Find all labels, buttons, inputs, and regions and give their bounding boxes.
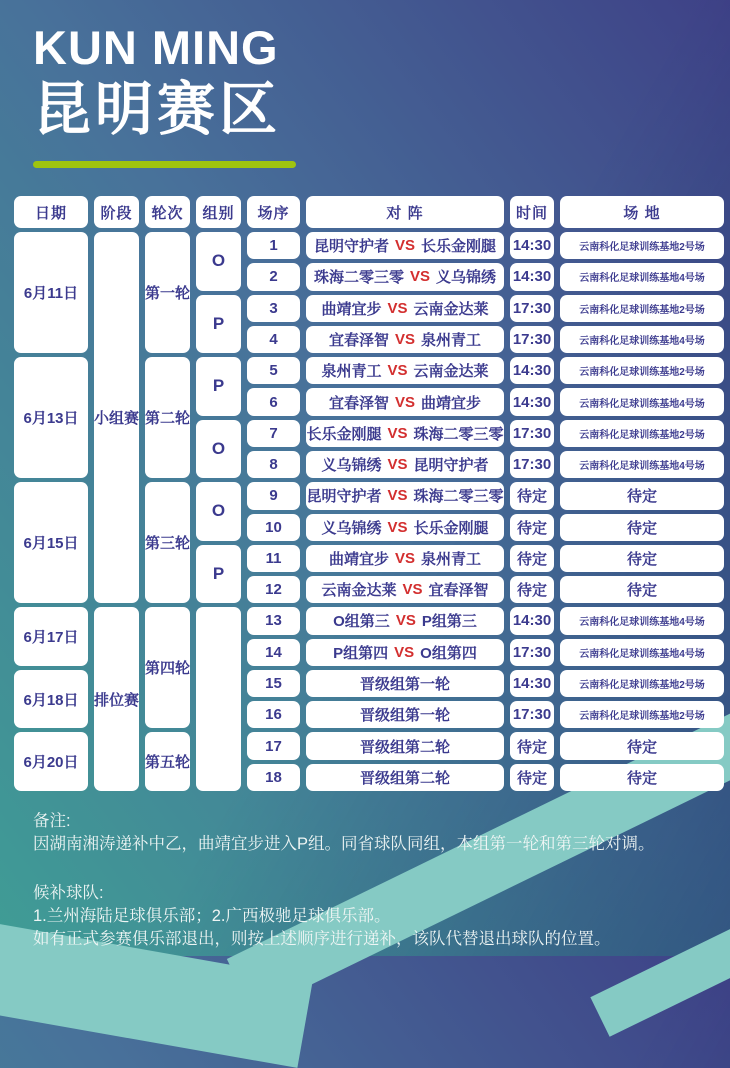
time-cell: 待定 <box>510 545 554 572</box>
venue-cell: 云南科化足球训练基地4号场 <box>560 607 724 634</box>
time-cell: 待定 <box>510 732 554 759</box>
column-header-6: 时间 <box>510 196 554 228</box>
away-team: 宜春泽智 <box>428 582 489 600</box>
date-cell: 6月15日 <box>14 482 88 603</box>
matchup-cell <box>306 295 504 322</box>
vs-label: VS <box>395 612 416 630</box>
time-cell: 17:30 <box>510 639 554 666</box>
home-team: 昆明守护者 <box>306 488 382 506</box>
time-cell: 待定 <box>510 576 554 603</box>
away-team: 义乌锦绣 <box>436 269 497 287</box>
venue-cell: 待定 <box>560 732 724 759</box>
away-team: 泉州青工 <box>421 550 482 568</box>
date-cell: 6月11日 <box>14 232 88 353</box>
title-zh: 昆明赛区 <box>33 76 282 142</box>
matchup-cell <box>306 639 504 666</box>
match-number-cell: 6 <box>247 388 300 415</box>
stage-cell: 小组赛 <box>94 232 139 603</box>
venue-cell: 云南科化足球训练基地4号场 <box>560 263 724 290</box>
away-team: 长乐金刚腿 <box>413 519 489 537</box>
home-team: 晋级组第二轮 <box>359 738 450 756</box>
title-underline <box>33 161 296 168</box>
home-team: O组第三 <box>333 613 390 631</box>
vs-label: VS <box>409 268 430 286</box>
away-team: 珠海二零三零 <box>413 425 504 443</box>
time-cell: 17:30 <box>510 451 554 478</box>
matchup-cell <box>306 232 504 259</box>
match-number-cell: 15 <box>247 670 300 697</box>
column-header-7: 场 地 <box>560 196 724 228</box>
masthead <box>33 22 281 144</box>
match-number-cell: 10 <box>247 514 300 541</box>
round-cell: 第一轮 <box>145 232 190 353</box>
time-cell: 14:30 <box>510 357 554 384</box>
matchup-cell <box>306 514 504 541</box>
time-cell: 14:30 <box>510 388 554 415</box>
home-team: 昆明守护者 <box>313 238 389 256</box>
vs-label: VS <box>394 330 415 348</box>
matchup-cell <box>306 576 504 603</box>
home-team: 宜春泽智 <box>328 394 389 412</box>
date-cell: 6月13日 <box>14 357 88 478</box>
group-cell: O <box>196 482 241 541</box>
match-number-cell: 3 <box>247 295 300 322</box>
date-cell: 6月20日 <box>14 732 88 791</box>
matchup-cell <box>306 326 504 353</box>
vs-label: VS <box>394 393 415 411</box>
remark-block <box>33 810 705 856</box>
remark-title: 备注: <box>33 812 71 830</box>
home-team: 晋级组第二轮 <box>359 769 450 787</box>
round-cell: 第三轮 <box>145 482 190 603</box>
match-number-cell: 5 <box>247 357 300 384</box>
bench-line1: 1.兰州海陆足球俱乐部；2.广西极驰足球俱乐部。 <box>33 907 391 925</box>
matchup-cell <box>306 670 504 697</box>
match-number-cell: 2 <box>247 263 300 290</box>
matchup-cell <box>306 732 504 759</box>
venue-cell: 云南科化足球训练基地4号场 <box>560 326 724 353</box>
column-header-2: 轮次 <box>145 196 190 228</box>
time-cell: 待定 <box>510 514 554 541</box>
home-team: 珠海二零三零 <box>313 269 404 287</box>
away-team: 云南金达莱 <box>413 300 489 318</box>
matchup-cell <box>306 764 504 791</box>
time-cell: 17:30 <box>510 326 554 353</box>
notes <box>33 810 705 951</box>
venue-cell: 云南科化足球训练基地4号场 <box>560 451 724 478</box>
vs-label: VS <box>387 299 408 317</box>
time-cell: 17:30 <box>510 701 554 728</box>
vs-label: VS <box>387 487 408 505</box>
bench-block <box>33 882 705 951</box>
venue-cell: 云南科化足球训练基地2号场 <box>560 357 724 384</box>
vs-label: VS <box>394 643 415 661</box>
away-team: 昆明守护者 <box>413 457 489 475</box>
home-team: 泉州青工 <box>321 363 382 381</box>
venue-cell: 待定 <box>560 514 724 541</box>
stage-cell: 排位赛 <box>94 607 139 791</box>
matchup-cell <box>306 607 504 634</box>
group-cell: O <box>196 420 241 479</box>
round-cell: 第五轮 <box>145 732 190 791</box>
away-team: 云南金达莱 <box>413 363 489 381</box>
home-team: P组第四 <box>333 644 389 662</box>
column-header-1: 阶段 <box>94 196 139 228</box>
match-number-cell: 1 <box>247 232 300 259</box>
bench-title: 候补球队: <box>33 884 104 902</box>
away-team: 珠海二零三零 <box>413 488 504 506</box>
away-team: 曲靖宜步 <box>421 394 482 412</box>
matchup-cell <box>306 420 504 447</box>
match-number-cell: 13 <box>247 607 300 634</box>
title-en: KUN MING <box>33 21 279 74</box>
group-cell: O <box>196 232 241 291</box>
matchup-cell <box>306 482 504 509</box>
time-cell: 14:30 <box>510 263 554 290</box>
round-cell: 第二轮 <box>145 357 190 478</box>
remark-body: 因湖南湘涛递补中乙，曲靖宜步进入P组。同省球队同组，本组第一轮和第三轮对调。 <box>33 835 655 853</box>
venue-cell: 云南科化足球训练基地2号场 <box>560 232 724 259</box>
home-team: 曲靖宜步 <box>328 550 389 568</box>
time-cell: 14:30 <box>510 670 554 697</box>
match-number-cell: 4 <box>247 326 300 353</box>
matchup-cell <box>306 451 504 478</box>
match-number-cell: 16 <box>247 701 300 728</box>
home-team: 长乐金刚腿 <box>306 425 382 443</box>
column-header-4: 场序 <box>247 196 300 228</box>
vs-label: VS <box>402 581 423 599</box>
home-team: 义乌锦绣 <box>321 519 382 537</box>
venue-cell: 云南科化足球训练基地2号场 <box>560 701 724 728</box>
home-team: 晋级组第一轮 <box>359 676 450 694</box>
away-team: 泉州青工 <box>421 331 482 349</box>
match-number-cell: 14 <box>247 639 300 666</box>
venue-cell: 云南科化足球训练基地2号场 <box>560 670 724 697</box>
away-team: 长乐金刚腿 <box>421 238 497 256</box>
match-number-cell: 9 <box>247 482 300 509</box>
time-cell: 17:30 <box>510 420 554 447</box>
time-cell: 17:30 <box>510 295 554 322</box>
venue-cell: 云南科化足球训练基地2号场 <box>560 420 724 447</box>
matchup-cell <box>306 701 504 728</box>
match-number-cell: 18 <box>247 764 300 791</box>
vs-label: VS <box>394 549 415 567</box>
away-team: O组第四 <box>420 644 477 662</box>
vs-label: VS <box>394 237 415 255</box>
away-team: P组第三 <box>421 613 477 631</box>
match-number-cell: 17 <box>247 732 300 759</box>
venue-cell: 待定 <box>560 482 724 509</box>
home-team: 云南金达莱 <box>321 582 397 600</box>
home-team: 义乌锦绣 <box>321 457 382 475</box>
round-cell: 第四轮 <box>145 607 190 728</box>
vs-label: VS <box>387 518 408 536</box>
venue-cell: 云南科化足球训练基地4号场 <box>560 388 724 415</box>
venue-cell: 待定 <box>560 576 724 603</box>
vs-label: VS <box>387 362 408 380</box>
venue-cell: 待定 <box>560 545 724 572</box>
match-number-cell: 11 <box>247 545 300 572</box>
venue-cell: 待定 <box>560 764 724 791</box>
venue-cell: 云南科化足球训练基地2号场 <box>560 295 724 322</box>
group-cell: P <box>196 545 241 604</box>
time-cell: 14:30 <box>510 232 554 259</box>
group-cell: P <box>196 357 241 416</box>
schedule-table <box>14 196 724 791</box>
match-number-cell: 8 <box>247 451 300 478</box>
match-number-cell: 12 <box>247 576 300 603</box>
group-cell: P <box>196 295 241 354</box>
column-header-3: 组别 <box>196 196 241 228</box>
matchup-cell <box>306 357 504 384</box>
column-header-0: 日期 <box>14 196 88 228</box>
vs-label: VS <box>387 456 408 474</box>
time-cell: 14:30 <box>510 607 554 634</box>
date-cell: 6月18日 <box>14 670 88 729</box>
matchup-cell <box>306 545 504 572</box>
venue-cell: 云南科化足球训练基地4号场 <box>560 639 724 666</box>
date-cell: 6月17日 <box>14 607 88 666</box>
time-cell: 待定 <box>510 482 554 509</box>
time-cell: 待定 <box>510 764 554 791</box>
home-team: 晋级组第一轮 <box>359 707 450 725</box>
home-team: 曲靖宜步 <box>321 300 382 318</box>
vs-label: VS <box>387 424 408 442</box>
match-number-cell: 7 <box>247 420 300 447</box>
group-cell <box>196 607 241 791</box>
matchup-cell <box>306 263 504 290</box>
home-team: 宜春泽智 <box>328 331 389 349</box>
matchup-cell <box>306 388 504 415</box>
column-header-5: 对 阵 <box>306 196 504 228</box>
bench-line2: 如有正式参赛俱乐部退出，则按上述顺序进行递补，该队代替退出球队的位置。 <box>33 930 611 948</box>
